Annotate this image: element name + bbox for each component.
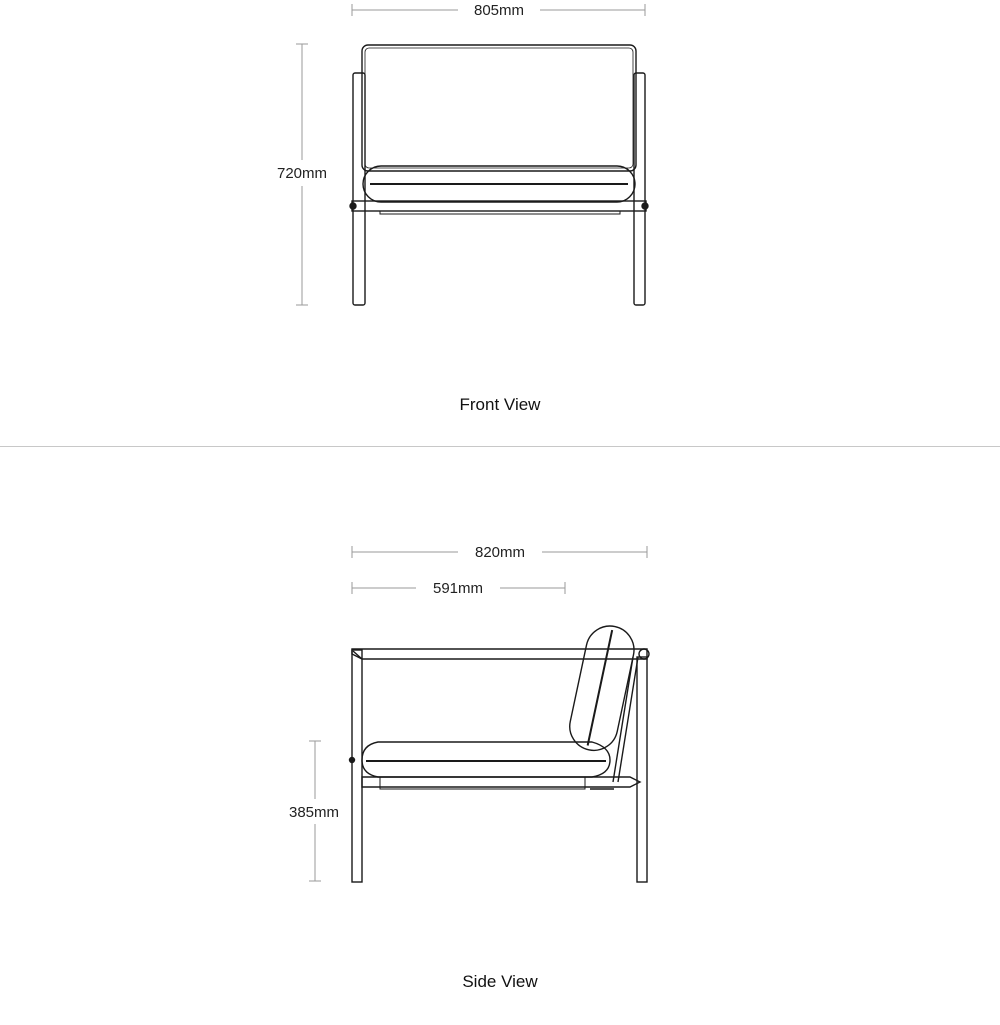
front-view-drawing: [0, 0, 1000, 446]
side-view-panel: [0, 447, 1000, 1025]
side-seat-cushion: [362, 742, 610, 777]
side-seat-rail: [362, 777, 640, 787]
seat-height-dimension-label: 385mm: [288, 804, 340, 821]
front-view-panel: [0, 0, 1000, 446]
side-front-leg: [352, 650, 362, 882]
side-armrest: [352, 649, 647, 659]
backrest: [362, 45, 636, 171]
side-back-leg: [637, 657, 647, 882]
front-view-caption: Front View: [459, 395, 541, 414]
chair-side-drawing: [350, 622, 650, 882]
side-view-caption: Side View: [462, 972, 538, 991]
side-view-drawing: [0, 447, 1000, 1025]
height-dimension-label: 720mm: [276, 165, 328, 182]
chair-front-drawing: [350, 45, 648, 305]
seat-depth-dimension-label: 591mm: [432, 580, 484, 597]
width-dimension-label: 805mm: [473, 2, 525, 19]
depth-dimension-label: 820mm: [474, 544, 526, 561]
